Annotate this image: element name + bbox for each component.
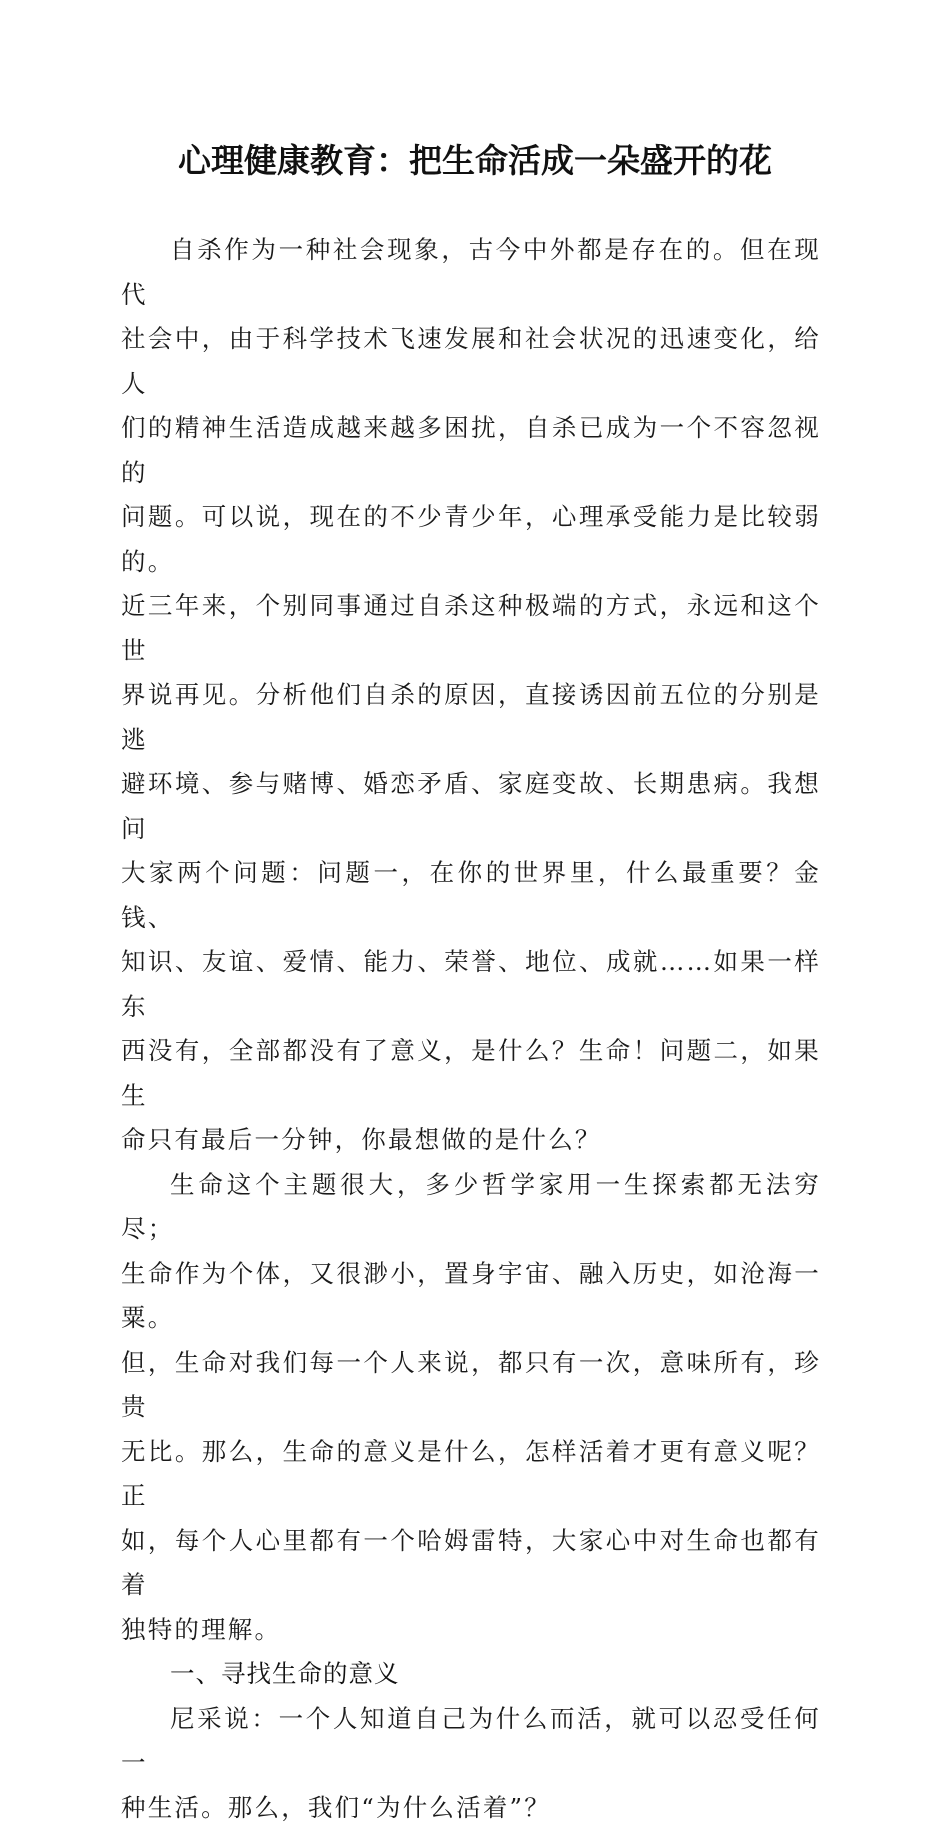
section-heading-1: 一、寻找生命的意义: [121, 1652, 821, 1697]
paragraph-2: 生命这个主题很大，多少哲学家用一生探索都无法穷尽； 生命作为个体，又很渺小，置身宇宙、融入历史，如沧海一粟。 但，生命对我们每一个人来说，都只有一次，意味所有，珍贵 无比。那么，生命的意义是什么，怎样活着才更有意义呢？正 如，每个人心里都有一个哈姆雷特，大家心中对生命也都有着 独特的理解。: [121, 1163, 821, 1653]
paragraph-1: 自杀作为一种社会现象，古今中外都是存在的。但在现代 社会中，由于科学技术飞速发展和社会状况的迅速变化，给人 们的精神生活造成越来越多困扰，自杀已成为一个不容忽视的 问题。可以说，现在的不少青少年，心理承受能力是比较弱的。 近三年来，个别同事通过自杀这种极端的方式，永远和这个世 界说再见。分析他们自杀的原因，直接诱因前五位的分别是逃 避环境、参与赌博、婚恋矛盾、家庭变故、长期患病。我想问 大家两个问题：问题一，在你的世界里，什么最重要？金钱、 知识、友谊、爱情、能力、荣誉、地位、成就……如果一样东 西没有，全部都没有了意义，是什么？生命！问题二，如果生 命只有最后一分钟，你最想做的是什么？: [121, 228, 821, 1163]
document-body: [121, 228, 821, 1830]
paragraph-3: 尼采说：一个人知道自己为什么而活，就可以忍受任何一 种生活。那么，我们“为什么活着”？: [121, 1697, 821, 1830]
document-title: 心理健康教育：把生命活成一朵盛开的花: [0, 136, 950, 186]
